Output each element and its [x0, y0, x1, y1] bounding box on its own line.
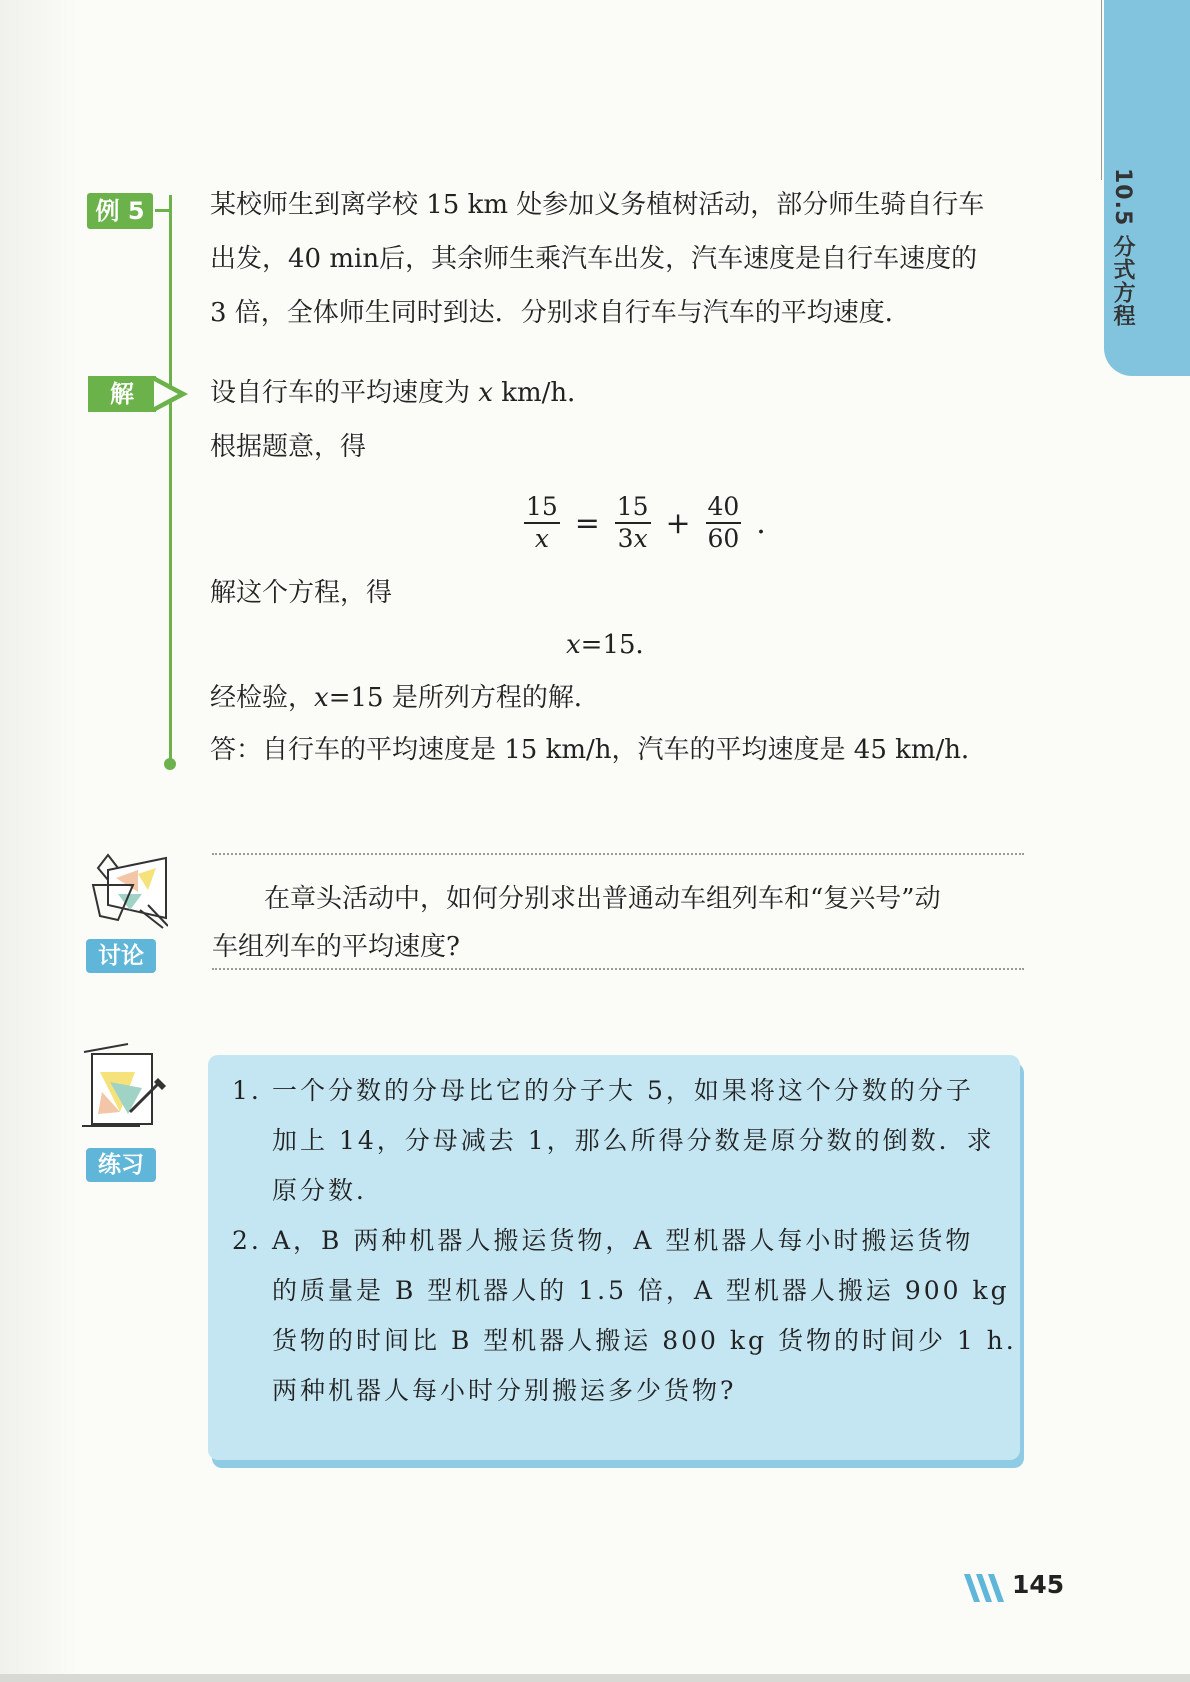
practice-line: 货物的时间比 B 型机器人搬运 800 kg 货物的时间少 1 h． [272, 1326, 1034, 1355]
discussion-icon [78, 850, 168, 934]
solution-line-3: 解这个方程，得 [210, 578, 393, 608]
practice-line: 原分数． [272, 1176, 385, 1205]
practice-item-1 [232, 1066, 995, 1216]
fraction-15-over-3x [615, 492, 651, 554]
practice-item-2 [232, 1216, 1034, 1416]
page-margin [0, 0, 78, 1682]
solution-line-1 [210, 366, 593, 420]
practice-line: 一个分数的分母比它的分子大 5，如果将这个分数的分子 [272, 1076, 974, 1105]
variable-x: x [314, 683, 329, 713]
solution-text: 设自行车的平均速度为 [210, 378, 471, 408]
period: . [756, 505, 766, 541]
page-stripes-icon [964, 1574, 1012, 1606]
variable-x: x [566, 630, 581, 660]
fraction-40-over-60 [706, 492, 742, 554]
chapter-side-label: 10.5 分式方程 [1110, 168, 1135, 327]
solution-answer: 答：自行车的平均速度是 15 km/h，汽车的平均速度是 45 km/h． [210, 735, 988, 765]
discussion-line: 在章头活动中，如何分别求出普通动车组列车和“复兴号”动 [264, 884, 941, 914]
solution-check [210, 671, 600, 725]
problem-line: 某校师生到离学校 15 km 处参加义务植树活动，部分师生骑自行车 [210, 190, 985, 220]
scan-edge-bottom [0, 1674, 1190, 1682]
variable-x: x [478, 378, 493, 408]
practice-line: A，B 两种机器人搬运货物，A 型机器人每小时搬运货物 [272, 1226, 974, 1255]
plus-sign: + [665, 505, 691, 541]
solution-badge: 解 [88, 376, 156, 412]
discussion-top-rule [212, 853, 1024, 855]
example-rule [169, 195, 172, 763]
denominator [615, 524, 651, 554]
check-text: 经检验， [210, 683, 315, 713]
practice-tag: 练习 [86, 1148, 156, 1182]
numerator: 15 [615, 492, 651, 524]
variable-x: x [633, 524, 648, 553]
discussion-tag: 讨论 [86, 939, 156, 973]
practice-line: 加上 14，分母减去 1，那么所得分数是原分数的倒数．求 [272, 1126, 995, 1155]
numerator: 15 [524, 492, 560, 524]
example-rule-end [164, 758, 176, 770]
fraction-15-over-x [524, 492, 560, 554]
problem-line: 出发，40 min后，其余师生乘汽车出发，汽车速度是自行车速度的 [210, 244, 978, 274]
coefficient: 3 [617, 524, 634, 553]
check-text: =15 是所列方程的解． [328, 683, 600, 713]
solution-result [566, 618, 662, 672]
practice-line: 两种机器人每小时分别搬运多少货物? [272, 1376, 737, 1405]
fraction-equation [520, 492, 768, 554]
denominator: 60 [707, 524, 740, 553]
page-number: 145 [1012, 1570, 1065, 1599]
practice-line: 的质量是 B 型机器人的 1.5 倍，A 型机器人搬运 900 kg [272, 1276, 1010, 1305]
discussion-line: 车组列车的平均速度? [212, 932, 460, 962]
item-number: 1. [232, 1076, 262, 1105]
numerator: 40 [706, 492, 742, 524]
solution-unit: km/h． [501, 378, 594, 408]
result-value: =15． [580, 630, 662, 660]
example-tick [155, 209, 171, 212]
problem-line: 3 倍，全体师生同时到达．分别求自行车与汽车的平均速度． [210, 298, 911, 328]
discussion-bottom-rule [212, 968, 1024, 970]
solution-arrow-inner [154, 381, 178, 407]
item-number: 2. [232, 1226, 262, 1255]
solution-line-2: 根据题意，得 [210, 432, 367, 462]
equals-sign: = [574, 505, 600, 541]
example-problem [210, 178, 1025, 340]
discussion-text [212, 875, 1024, 971]
example-badge: 例 5 [87, 193, 153, 229]
denominator: x [534, 524, 549, 553]
practice-icon [80, 1042, 170, 1136]
